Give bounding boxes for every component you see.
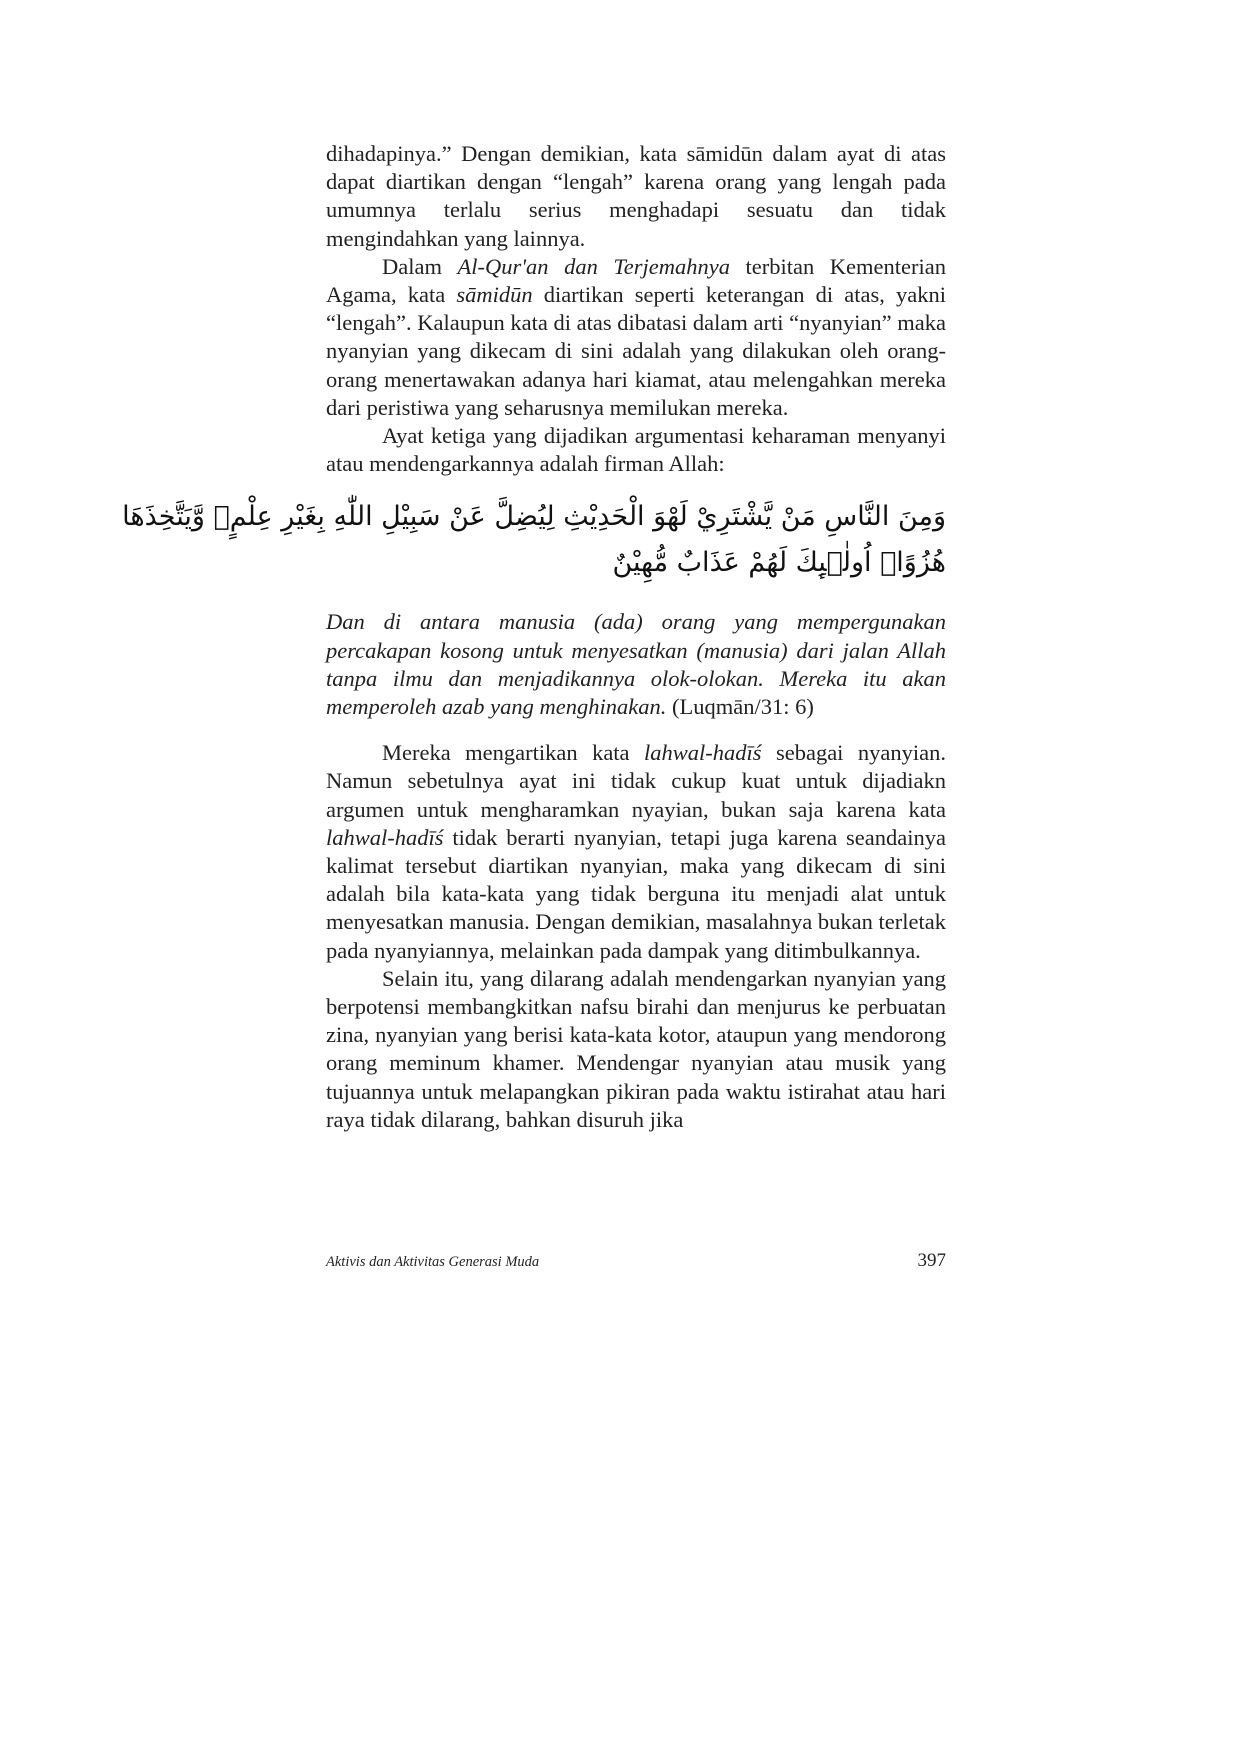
arabic-verse (122, 494, 946, 586)
term-lahwal-hadis: lahwal-hadīś (644, 740, 762, 766)
paragraph-2-part-c: terbitan Kementerian Agama, kata (326, 253, 946, 308)
paragraph-2-part-a: Dalam (382, 253, 458, 279)
book-title-quran-terjemahnya: Al-Qur'an dan Terjemahnya (457, 253, 731, 279)
footer-book-title: Aktivis dan Aktivitas Generasi Muda (326, 1254, 540, 1270)
paragraph-4 (326, 739, 946, 965)
verse-translation-text: Dan di antara manusia (ada) orang yang mempergunakan percakapan kosong untuk menyesatkan (manusia) dari jalan Allah tanpa ilmu dan menjadikannya olok-olokan. Mereka itu akan memperoleh azab yang menghinakan. (326, 609, 946, 720)
page-body (122, 140, 946, 1134)
page-footer (326, 1250, 946, 1272)
term-lahwal-hadis-2: lahwal-hadīś (326, 824, 444, 850)
paragraph-1: dihadapinya.” Dengan demikian, kata sāmidūn dalam ayat di atas dapat diartikan dengan “lengah” karena orang yang lengah pada umumnya terlalu serius menghadapi sesuatu dan tidak mengindahkan yang lainnya. (326, 141, 946, 251)
arabic-verse-line-1: وَمِنَ النَّاسِ مَنْ يَّشْتَرِيْ لَهْوَ الْحَدِيْثِ لِيُضِلَّ عَنْ سَبِيْلِ اللّٰهِ بِغَيْرِ عِلْمٍۖ وَّيَتَّخِذَهَا (122, 501, 946, 533)
paragraph-2-part-e: diartikan seperti keterangan di atas, yakni “lengah”. Kalaupun kata di atas dibatasi dalam arti “nyanyian” maka nyanyian yang dikecam di sini adalah yang dilakukan oleh orang-orang menertawakan adanya hari kiamat, atau melengahkan mereka dari peristiwa yang seharusnya memilukan mereka. (326, 282, 946, 420)
paragraph-5: Selain itu, yang dilarang adalah mendengarkan nyanyian yang berpotensi membangkitkan nafsu birahi dan menjurus ke perbuatan zina, nyanyian yang berisi kata-kata kotor, ataupun yang mendorong orang meminum khamer. Mendengar nyanyian atau musik yang tujuannya untuk melapangkan pikiran pada waktu istirahat atau hari raya tidak dilarang, bahkan disuruh jika (326, 965, 946, 1132)
page-number: 397 (917, 1250, 946, 1271)
paragraph-3: Ayat ketiga yang dijadikan argumentasi keharaman menyanyi atau mendengarkannya adalah firman Allah: (326, 423, 946, 477)
verse-reference: (Luqmān/31: 6) (666, 694, 814, 720)
arabic-verse-line-2: هُزُوًاۗ اُولٰۤىِٕكَ لَهُمْ عَذَابٌ مُّهِيْنٌ (612, 547, 946, 579)
paragraph-2 (326, 253, 946, 422)
paragraph-4-part-e: tidak berarti nyanyian, tetapi juga karena seandainya kalimat tersebut diartikan nyanyian, maka yang dikecam di sini adalah bila kata-kata yang tidak berguna itu menjadi alat untuk menyesatkan manusia. Dengan demikian, masalahnya bukan terletak pada nyanyiannya, melainkan pada dampak yang ditimbulkannya. (326, 824, 946, 963)
paragraph-4-part-c: sebagai nyanyian. Namun sebetulnya ayat ini tidak cukup kuat untuk dijadiakn argumen untuk mengharamkan nyayian, bukan saja karena kata (326, 740, 946, 822)
paragraph-4-part-a: Mereka mengartikan kata (382, 740, 644, 766)
verse-translation (326, 608, 946, 721)
term-samidun: sāmidūn (456, 282, 533, 308)
